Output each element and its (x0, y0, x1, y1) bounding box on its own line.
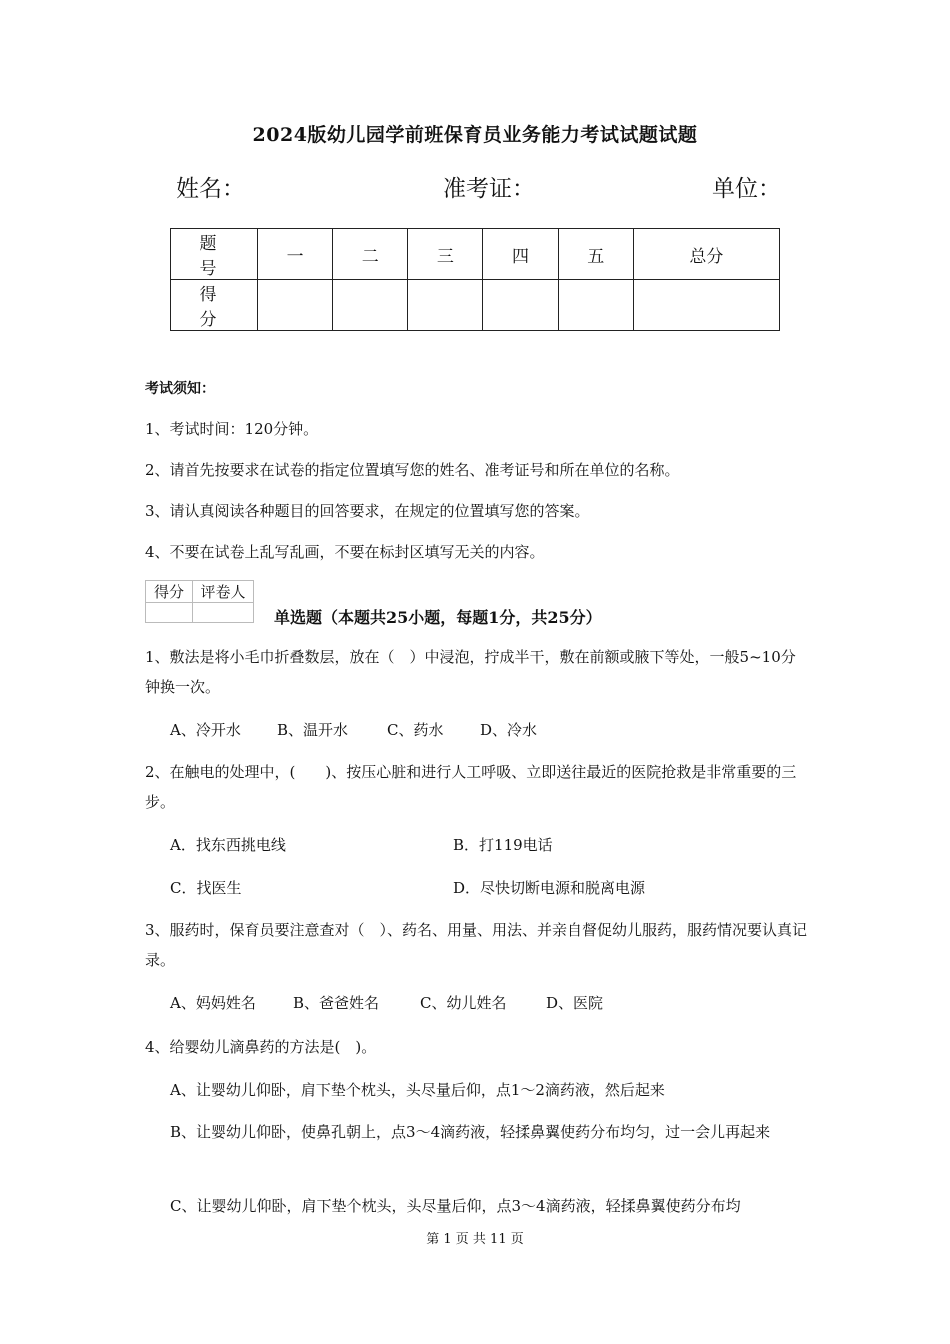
notice-item: 1、考试时间：120分钟。 (145, 420, 319, 438)
notice-item: 2、请首先按要求在试卷的指定位置填写您的姓名、准考证号和所在单位的名称。 (145, 461, 680, 479)
option: A、冷开水 (170, 721, 241, 739)
section-title: 单选题（本题共25小题，每题1分，共25分） (274, 608, 602, 627)
score-table-cell: 总分 (633, 229, 779, 280)
score-table-cell: 五 (558, 229, 633, 280)
question-text: 1、敷法是将小毛巾折叠数层，放在（ ）中浸泡，拧成半干，敷在前额或腋下等处，一般5~10分钟换一次。 (145, 648, 796, 696)
notice-item: 4、不要在试卷上乱写乱画，不要在标封区填写无关的内容。 (145, 543, 545, 561)
option: B、温开水 (277, 721, 349, 739)
option: D．尽快切断电源和脱离电源 (453, 879, 646, 897)
option: A．找东西挑电线 (170, 836, 286, 854)
score-input-cell[interactable] (333, 280, 408, 331)
score-input-cell[interactable] (258, 280, 333, 331)
option: B、让婴幼儿仰卧，使鼻孔朝上，点3～4滴药液，轻揉鼻翼使药分布均匀，过一会儿再起来 (170, 1123, 771, 1141)
score-table-cell: 得 分 (171, 280, 258, 331)
option: C．找医生 (170, 879, 242, 897)
score-input-cell[interactable] (558, 280, 633, 331)
grader-reviewer-cell[interactable] (193, 603, 254, 623)
notice-title: 考试须知： (145, 381, 215, 397)
page-footer: 第 1 页 共 11 页 (426, 1232, 524, 1247)
score-input-cell[interactable] (483, 280, 558, 331)
score-table-cell: 一 (258, 229, 333, 280)
option: D、冷水 (480, 721, 538, 739)
question-text: 3、服药时，保育员要注意查对（ ）、药名、用量、用法、并亲自督促幼儿服药，服药情况要认真记录。 (145, 921, 808, 969)
score-input-cell[interactable] (633, 280, 779, 331)
question-text: 2、在触电的处理中，( )、按压心脏和进行人工呼吸、立即送往最近的医院抢救是非常重要的三步。 (145, 763, 797, 811)
score-table-cell: 三 (408, 229, 483, 280)
grader-box (145, 580, 254, 623)
grader-reviewer-label: 评卷人 (193, 581, 254, 603)
option: C、幼儿姓名 (420, 994, 507, 1012)
score-table-cell: 四 (483, 229, 558, 280)
option: B、爸爸姓名 (293, 994, 380, 1012)
score-table-cell: 题 号 (171, 229, 258, 280)
option: C、药水 (387, 721, 444, 739)
unit-field-label: 单位： (712, 176, 781, 202)
question-text: 4、给婴幼儿滴鼻药的方法是( )。 (145, 1038, 377, 1056)
name-field-label: 姓名： (176, 176, 245, 202)
score-table-cell: 二 (333, 229, 408, 280)
option: A、让婴幼儿仰卧，肩下垫个枕头，头尽量后仰，点1～2滴药液，然后起来 (170, 1081, 665, 1099)
score-input-cell[interactable] (408, 280, 483, 331)
option: C、让婴幼儿仰卧，肩下垫个枕头，头尽量后仰，点3～4滴药液，轻揉鼻翼使药分布均 (170, 1197, 741, 1215)
score-table-score-row (171, 280, 780, 331)
exam-title: 2024版幼儿园学前班保育员业务能力考试试题试题 (252, 124, 698, 146)
option: D、医院 (546, 994, 604, 1012)
ticket-field-label: 准考证： (443, 176, 535, 202)
notice-item: 3、请认真阅读各种题目的回答要求，在规定的位置填写您的答案。 (145, 502, 590, 520)
option: B．打119电话 (453, 836, 553, 854)
grader-score-label: 得分 (146, 581, 193, 603)
score-table-header-row (171, 229, 780, 280)
score-table (170, 228, 780, 331)
option: A、妈妈姓名 (170, 994, 256, 1012)
grader-score-cell[interactable] (146, 603, 193, 623)
